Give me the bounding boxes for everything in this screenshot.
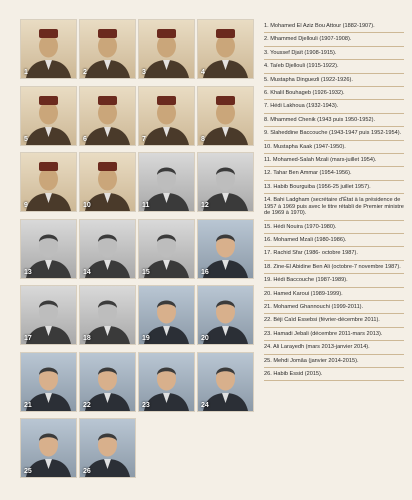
portrait-number: 2 [83,69,87,76]
list-item: 24. Ali Larayedh (mars 2013-janvier 2014). [264,341,404,354]
person-silhouette-icon [139,87,194,145]
portrait-24 [198,353,253,411]
portrait-2 [80,20,135,78]
list-item: 10. Mustapha Kaak (1947-1950). [264,141,404,154]
portrait-16 [198,220,253,278]
portrait-number: 11 [142,202,150,209]
person-silhouette-icon [198,87,253,145]
list-item: 26. Habib Essid (2015). [264,368,404,381]
list-item: 7. Hédi Lakhoua (1932-1943). [264,100,404,113]
portrait-14 [80,220,135,278]
person-silhouette-icon [80,87,135,145]
list-item: 4. Taïeb Djellouli (1915-1922). [264,60,404,73]
portrait-number: 6 [83,135,87,143]
portrait-number: 17 [24,335,32,342]
portrait-22 [80,353,135,411]
portrait-23 [139,353,194,411]
person-silhouette-icon [139,20,194,78]
portrait-number: 15 [142,268,150,276]
portrait-number: 19 [142,335,150,342]
portrait-15 [139,220,194,278]
portrait-26 [80,419,135,477]
list-item: 22. Béji Caïd Essebsi (février-décembre 2011). [264,314,404,327]
list-item: 3. Youssef Djaït (1908-1915). [264,47,404,60]
portrait-17 [21,286,76,344]
portrait-number: 9 [24,202,28,209]
portrait-number: 16 [201,268,209,276]
portrait-25 [21,419,76,477]
person-silhouette-icon [80,20,135,78]
prime-minister-list [264,20,404,381]
portrait-number: 23 [142,401,150,409]
list-item: 5. Mustapha Dinguezli (1922-1926). [264,74,404,87]
portrait-number: 10 [83,202,91,209]
portrait-13 [21,220,76,278]
list-item: 14. Bahi Ladgham (secrétaire d'État à la présidence de 1957 à 1969 puis avec le titre rétabli de Premier ministre de 1969 à 1970). [264,194,404,220]
person-silhouette-icon [21,87,76,145]
portrait-1 [21,20,76,78]
portrait-10 [80,153,135,211]
list-item: 8. Mhammed Chenik (1943 puis 1950-1952). [264,114,404,127]
portrait-18 [80,286,135,344]
list-item: 25. Mehdi Jomâa (janvier 2014-2015). [264,355,404,368]
list-item: 1. Mohamed El Aziz Bou Attour (1882-1907). [264,20,404,33]
list-item: 11. Mohamed-Salah Mzali (mars-juillet 1954). [264,154,404,167]
portrait-number: 8 [201,135,205,143]
portrait-number: 24 [201,401,209,409]
portrait-number: 4 [201,69,205,76]
portrait-number: 21 [24,401,32,409]
list-item: 13. Habib Bourguiba (1956-25 juillet 1957). [264,181,404,194]
portrait-5 [21,87,76,145]
portrait-12 [198,153,253,211]
portrait-number: 25 [24,468,32,475]
list-item: 23. Hamadi Jebali (décembre 2011-mars 2013). [264,328,404,341]
portrait-number: 26 [83,468,91,475]
portrait-number: 22 [83,401,91,409]
list-item: 2. Mhammed Djellouli (1907-1908). [264,33,404,46]
portrait-19 [139,286,194,344]
person-silhouette-icon [21,20,76,78]
list-item: 21. Mohamed Ghannouchi (1999-2011). [264,301,404,314]
list-item: 12. Tahar Ben Ammar (1954-1956). [264,167,404,180]
portrait-number: 7 [142,135,146,143]
portrait-6 [80,87,135,145]
portrait-8 [198,87,253,145]
portrait-11 [139,153,194,211]
list-item: 17. Rachid Sfar (1986- octobre 1987). [264,247,404,260]
portrait-7 [139,87,194,145]
portrait-number: 14 [83,268,91,276]
portrait-21 [21,353,76,411]
list-item: 15. Hédi Nouira (1970-1980). [264,221,404,234]
list-item: 6. Khalil Bouhageb (1926-1932). [264,87,404,100]
portrait-number: 13 [24,268,32,276]
portrait-number: 3 [142,69,146,76]
list-item: 16. Mohamed Mzali (1980-1986). [264,234,404,247]
portrait-number: 12 [201,202,209,209]
portrait-number: 5 [24,135,28,143]
portrait-number: 18 [83,335,91,342]
list-item: 9. Slaheddine Baccouche (1943-1947 puis 1952-1954). [264,127,404,140]
portrait-grid [21,20,257,480]
portrait-9 [21,153,76,211]
portrait-number: 20 [201,335,209,342]
list-item: 18. Zine-El Abidine Ben Ali (octobre-7 novembre 1987). [264,261,404,274]
list-item: 19. Hédi Baccouche (1987-1989). [264,274,404,287]
portrait-20 [198,286,253,344]
portrait-3 [139,20,194,78]
list-item: 20. Hamed Karoui (1989-1999). [264,288,404,301]
person-silhouette-icon [198,20,253,78]
portrait-number: 1 [24,69,28,76]
person-silhouette-icon [21,153,76,211]
portrait-4 [198,20,253,78]
